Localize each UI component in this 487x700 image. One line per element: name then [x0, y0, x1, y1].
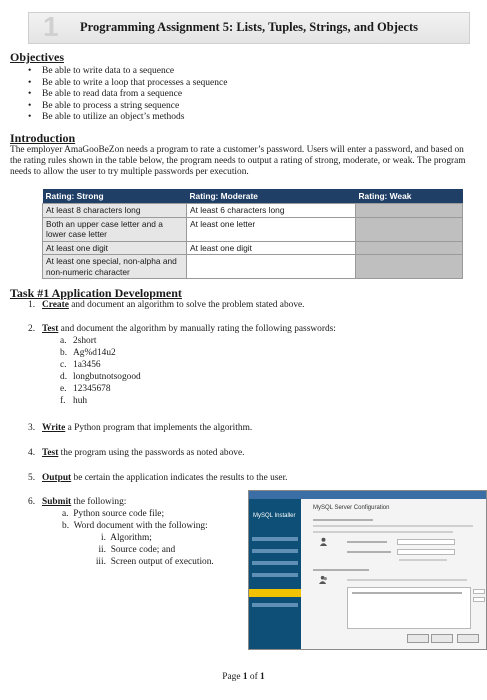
word-doc-item [92, 545, 175, 555]
text-line [313, 519, 373, 521]
password-value: Ag%d14u2 [73, 348, 116, 358]
moderate-cell: At least one digit [187, 241, 356, 255]
roman-numeral: i. [101, 533, 106, 543]
item-text: Screen output of execution. [110, 557, 214, 567]
sidebar-step [252, 573, 298, 577]
objective-item: • Be able to write a loop that processes a sequence [26, 78, 227, 90]
objective-item: • Be able to process a string sequence [26, 101, 227, 113]
footer-prefix: Page [222, 672, 243, 682]
step-text: and document the algorithm by manually rating the following passwords: [58, 324, 336, 334]
item-letter: a. [60, 336, 67, 346]
item-letter: d. [60, 372, 68, 382]
submit-item [62, 521, 208, 531]
screenshot-logo: MySQL Installer [253, 513, 296, 519]
sidebar-step [252, 549, 298, 553]
page-footer [0, 672, 487, 682]
step-number: 5. [28, 473, 36, 483]
objective-item: • Be able to write data to a sequence [26, 66, 227, 78]
weak-cell [356, 217, 463, 241]
strong-cell: Both an upper case letter and a lower case letter [43, 217, 187, 241]
screenshot-titlebar [249, 491, 486, 499]
users-icon [319, 575, 328, 584]
repeat-password-field [397, 549, 455, 555]
step-number: 2. [28, 324, 36, 334]
step-text: the following: [71, 497, 127, 507]
cancel-button [457, 634, 479, 643]
step-keyword: Submit [42, 497, 72, 507]
step-keyword: Create [42, 300, 69, 310]
introduction-heading: Introduction [10, 131, 76, 145]
step-number: 6. [28, 497, 36, 507]
password-value: huh [73, 396, 88, 406]
item-letter: b. [60, 348, 68, 358]
back-button [407, 634, 429, 643]
submit-item [62, 509, 164, 519]
rating-row [43, 241, 463, 255]
title-bar [28, 12, 470, 44]
strong-cell: At least one special, non-alpha and non-numeric character [43, 255, 187, 279]
next-button [431, 634, 453, 643]
step-number: 1. [28, 300, 36, 310]
introduction-text: The employer AmaGooBeZon needs a program to rate a customer’s password. Users will enter a password, and based on the rating rules shown in the table below, the program needs to output a rating of strong, moderate, or weak. The program needs to allow the user to try multiple passwords per execution. [10, 145, 466, 178]
step-text: a Python program that implements the algorithm. [65, 423, 253, 433]
item-letter: a. [62, 509, 69, 519]
installer-screenshot [248, 490, 487, 650]
rating-table [42, 189, 463, 279]
header-strong: Rating: Strong [43, 189, 187, 204]
header-weak: Rating: Weak [356, 189, 463, 204]
item-letter: e. [60, 384, 67, 394]
item-text: Algorithm; [110, 533, 152, 543]
objectives-list [26, 66, 227, 124]
text-line [347, 579, 467, 581]
moderate-cell: At least 6 characters long [187, 204, 356, 218]
roman-numeral: iii. [95, 557, 106, 567]
item-letter: c. [60, 360, 67, 370]
screenshot-sidebar [249, 499, 301, 649]
user-icon [319, 537, 328, 546]
strong-cell: At least 8 characters long [43, 204, 187, 218]
password-field [397, 539, 455, 545]
step-keyword: Output [42, 473, 72, 483]
weak-cell [356, 204, 463, 218]
add-user-button [473, 589, 485, 594]
page-title: Programming Assignment 5: Lists, Tuples, Strings, and Objects [79, 20, 418, 34]
item-letter: f. [60, 396, 66, 406]
moderate-cell: At least one letter [187, 217, 356, 241]
text-line [313, 569, 369, 571]
header-moderate: Rating: Moderate [187, 189, 356, 204]
sidebar-active-step [249, 589, 301, 597]
text-line [399, 559, 447, 561]
step-text: the program using the passwords as noted above. [58, 448, 245, 458]
objectives-heading: Objectives [10, 50, 64, 64]
weak-cell [356, 255, 463, 279]
text-line [352, 592, 462, 594]
step-keyword: Test [42, 324, 59, 334]
step-text: be certain the application indicates the results to the user. [71, 473, 288, 483]
user-accounts-list [347, 587, 471, 629]
text-line [313, 531, 453, 533]
moderate-cell [187, 255, 356, 279]
step-number: 4. [28, 448, 36, 458]
step-keyword: Write [42, 423, 66, 433]
word-doc-item [92, 533, 152, 543]
text-line [347, 551, 391, 553]
rating-row [43, 255, 463, 279]
screenshot-panel-title: MySQL Server Configuration [313, 505, 390, 511]
text-line [347, 541, 387, 543]
page-number: 1 [242, 672, 248, 682]
sidebar-step [252, 537, 298, 541]
sidebar-step [252, 603, 298, 607]
item-letter: b. [62, 521, 70, 531]
step-number: 3. [28, 423, 36, 433]
step-keyword: Test [42, 448, 59, 458]
objective-item: • Be able to read data from a sequence [26, 89, 227, 101]
objective-item: • Be able to utilize an object’s methods [26, 112, 227, 124]
word-doc-item [92, 557, 214, 567]
sidebar-step [252, 561, 298, 565]
password-value: 2short [73, 336, 97, 346]
weak-cell [356, 241, 463, 255]
roman-numeral: ii. [98, 545, 106, 555]
rating-header-row [43, 189, 463, 204]
rating-row [43, 217, 463, 241]
footer-of: of [247, 672, 261, 682]
item-text: Python source code file; [73, 509, 165, 519]
step-text: and document an algorithm to solve the problem stated above. [68, 300, 305, 310]
rating-row [43, 204, 463, 218]
item-text: Source code; and [110, 545, 176, 555]
item-text: Word document with the following: [73, 521, 208, 531]
password-value: 1a3456 [73, 360, 101, 370]
strong-cell: At least one digit [43, 241, 187, 255]
edit-user-button [473, 597, 485, 602]
page-total: 1 [260, 672, 265, 682]
task1-heading: Task #1 Application Development [10, 286, 182, 300]
assignment-number: 1 [43, 11, 59, 42]
password-value: 12345678 [73, 384, 111, 394]
text-line [313, 525, 473, 527]
password-value: longbutnotsogood [73, 372, 141, 382]
